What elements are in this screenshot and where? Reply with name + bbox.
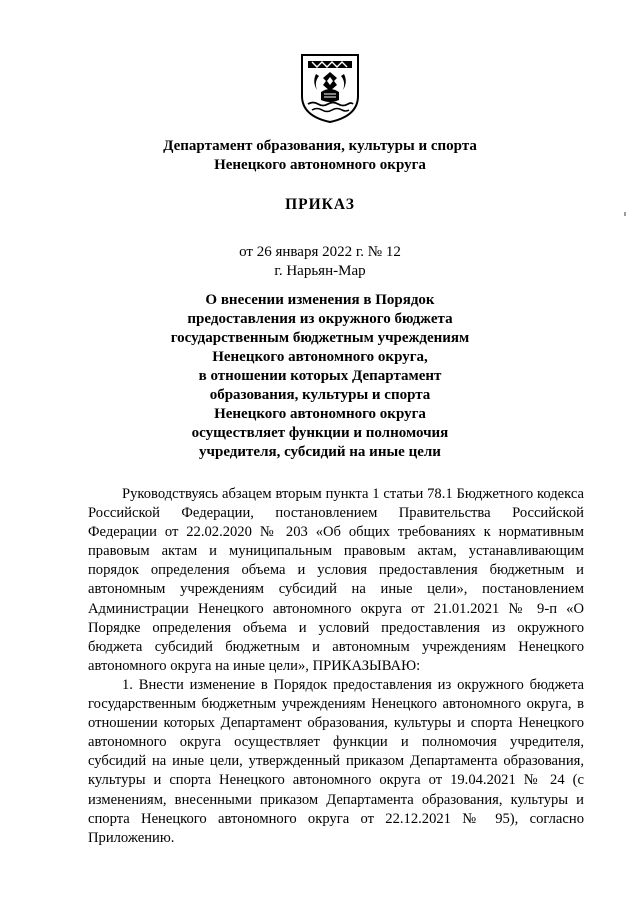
date-number: от 26 января 2022 г. № 12	[239, 244, 401, 260]
department-line-2: Ненецкого автономного округа	[214, 157, 426, 173]
order-body	[88, 485, 584, 848]
subject-line: предоставления из окружного бюджета	[187, 311, 453, 327]
subject-heading	[0, 291, 640, 462]
subject-line: образования, культуры и спорта	[209, 387, 431, 403]
subject-line: государственным бюджетным учреждениям	[170, 330, 470, 346]
subject-line: осуществляет функции и полномочия	[191, 425, 449, 441]
place: г. Нарьян-Мар	[274, 263, 366, 279]
date-and-place	[0, 243, 640, 281]
scan-edge-mark	[624, 212, 626, 216]
subject-line: О внесении изменения в Порядок	[205, 292, 435, 308]
document-type-title: ПРИКАЗ	[285, 196, 355, 213]
clause-1-paragraph: 1. Внести изменение в Порядок предоставления из окружного бюджета государственным бюджетным учреждениям Ненецкого автономного округа, в отношении которых Департамент образования, культуры и спорта Ненецкого автономного округа осуществляет функции и полномочия учредителя, субсидий на иные цели, утвержденный приказом Департамента образования, культуры и спорта Ненецкого автономного округа от 19.04.2021 № 24 (с изменениям, внесенными приказом Департамента образования, культуры и спорта Ненецкого автономного округа от 22.12.2021 № 95), согласно Приложению.	[88, 676, 584, 846]
subject-line: в отношении которых Департамент	[198, 368, 442, 384]
coat-of-arms-emblem	[299, 52, 361, 124]
subject-line: Ненецкого автономного округа,	[212, 349, 428, 365]
subject-line: учредителя, субсидий на иные цели	[199, 444, 441, 460]
department-header	[0, 137, 640, 175]
preamble-paragraph: Руководствуясь абзацем вторым пункта 1 статьи 78.1 Бюджетного кодекса Российской Федерации, постановлением Правительства Российской Федерации от 22.02.2020 № 203 «Об общих требованиях к нормативным правовым актам и муниципальным правовым актам, устанавливающим порядок определения объема и условия предоставления бюджетным и автономным учреждениям субсидий на иные цели», постановлением Администрации Ненецкого автономного округа от 21.01.2021 № 9-п «О Порядке определения объема и условий предоставления из окружного бюджета субсидий бюджетным и автономным учреждениям Ненецкого автономного округа на иные цели», ПРИКАЗЫВАЮ:	[88, 486, 584, 674]
subject-line: Ненецкого автономного округа	[214, 406, 426, 422]
department-line-1: Департамент образования, культуры и спорта	[163, 138, 477, 154]
